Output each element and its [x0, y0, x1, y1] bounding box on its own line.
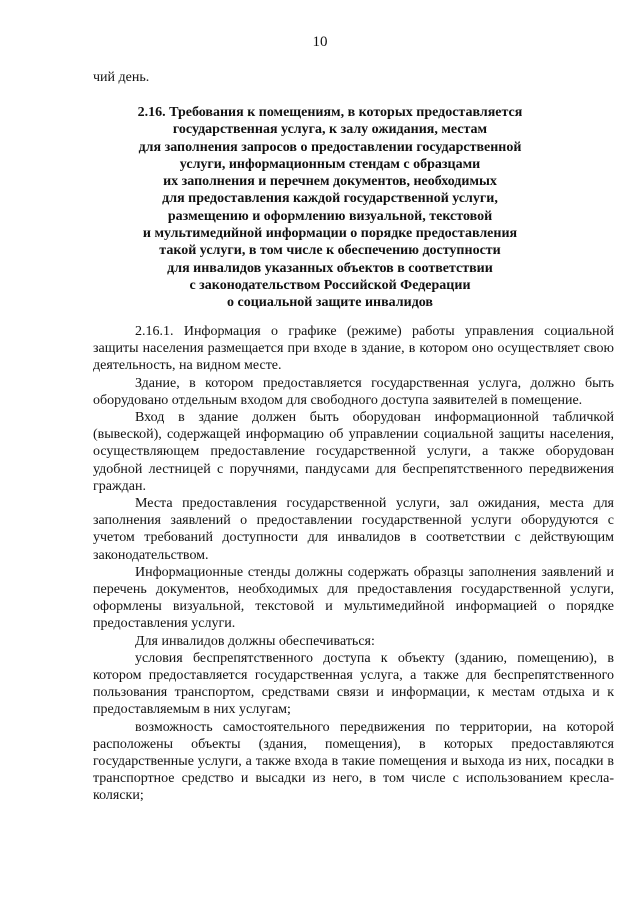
continued-text-fragment: чий день. [93, 70, 150, 85]
paragraph: Места предоставления государственной услуги, зал ожидания, места для заполнения заявлений о предоставлении государственной услуги оборудуются с учетом требований доступности для инвалидов в соответствии с действующим законодательством. [93, 496, 614, 563]
heading-line: о социальной защите инвалидов [227, 295, 433, 311]
heading-line: размещению и оформлению визуальной, текстовой [167, 208, 493, 224]
page-number: 10 [312, 34, 328, 50]
paragraph: условия беспрепятственного доступа к объекту (зданию, помещению), в котором предоставляется государственная услуга, а также для беспрепятственного пользования транспортом, средствами связи и информации, к местам отдыха и к предоставляемым в них услугам; [93, 650, 614, 718]
paragraph: Для инвалидов должны обеспечиваться: [135, 633, 375, 649]
heading-line: для инвалидов указанных объектов в соответствии [167, 260, 493, 276]
heading-line: и мультимедийной информации о порядке предоставления [142, 226, 518, 242]
paragraph: Информационные стенды должны содержать образцы заполнения заявлений и перечень документов, необходимых для предоставления государственной услуги, оформлены визуальной, текстовой и мультимедийной информацией о порядке предоставления услуги. [93, 564, 614, 632]
heading-line: их заполнения и перечнем документов, необходимых [163, 174, 497, 190]
heading-line: для предоставления каждой государственной услуги, [162, 191, 498, 207]
paragraph: 2.16.1. Информация о графике (режиме) работы управления социальной защиты населения размещается при входе в здание, в котором оно осуществляет свою деятельность, на видном месте. [93, 324, 614, 374]
heading-line: 2.16. Требования к помещениям, в которых предоставляется [137, 105, 523, 120]
heading-line: для заполнения запросов о предоставлении государственной [138, 139, 522, 155]
body-text [93, 323, 614, 805]
heading-line: с законодательством Российской Федерации [189, 277, 471, 293]
heading-line: услуги, информационным стендам с образцами [179, 156, 481, 172]
paragraph: возможность самостоятельного передвижения по территории, на которой расположены объекты (здания, помещения), в которых предоставляются государственные услуги, а также входа в такие помещения и выхода из них, посадки в транспортное средство и высадки из него, в том числе с использованием кресла-коляски; [93, 719, 614, 804]
heading-line: государственная услуга, к залу ожидания, местам [172, 122, 488, 138]
section-heading [110, 104, 550, 312]
paragraph: Здание, в котором предоставляется государственная услуга, должно быть оборудовано отдельным входом для свободного доступа заявителей в помещение. [93, 375, 614, 408]
paragraph: Вход в здание должен быть оборудован информационной табличкой (вывеской), содержащей информацию об управлении социальной защиты населения, осуществляющем предоставление государственной услуги, а также оборудован удобной лестницей с поручнями, пандусами для беспрепятственного передвижения граждан. [93, 410, 614, 494]
heading-line: такой услуги, в том числе к обеспечению доступности [159, 243, 501, 259]
